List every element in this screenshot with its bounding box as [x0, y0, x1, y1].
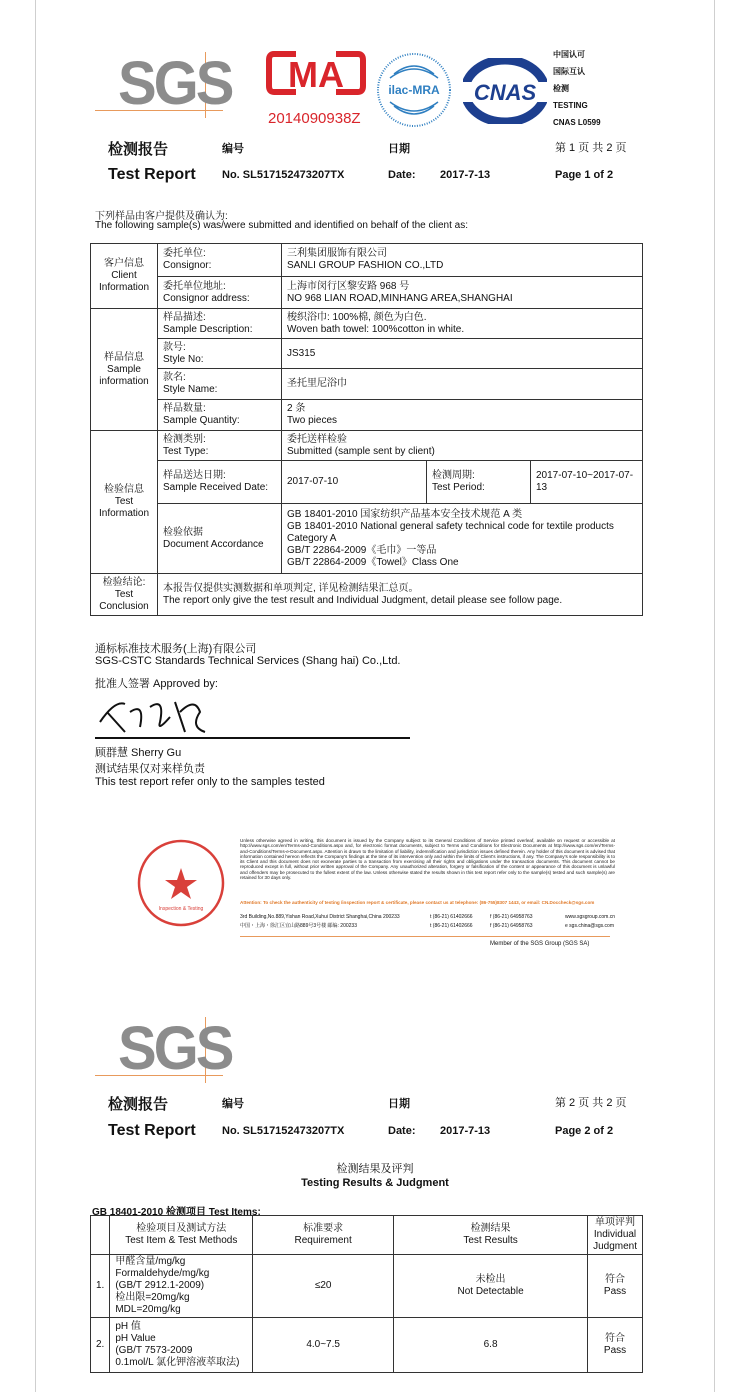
- test-items-heading: GB 18401-2010 检测项目 Test Items:: [92, 1207, 261, 1218]
- table-row: 1. 甲醛含量/mg/kg Formaldehyde/mg/kg (GB/T 2912.1-2009) 检出限=20mg/kg MDL=20mg/kg ≤20 未检出 Not Detectable 符合 Pass: [91, 1255, 643, 1318]
- signer-name: 顾群慧 Sherry Gu: [95, 747, 182, 759]
- svg-text:Inspection & Testing: Inspection & Testing: [158, 906, 204, 912]
- svg-text:ilac-MRA: ilac-MRA: [388, 83, 440, 97]
- table-row: 2. pH 值 pH Value (GB/T 7573-2009 0.1mol/L 氯化钾溶液萃取法) 4.0~7.5 6.8 符合 Pass: [91, 1318, 643, 1373]
- intro-cn: 下列样品由客户提供及确认为:: [95, 211, 228, 222]
- svg-text:MA: MA: [288, 54, 344, 95]
- results-table: [90, 1215, 643, 1373]
- attention-text: Attention: To check the authenticity of testing /inspection report & certificate, please contact us at telephone: (86-755)8307 1443, or email: CN.Doccheck@sgs.com: [240, 900, 595, 905]
- signature-line: [95, 737, 410, 739]
- note-cn: 测试结果仅对来样负责: [95, 763, 205, 775]
- company-en: SGS-CSTC Standards Technical Services (Shang hai) Co.,Ltd.: [95, 655, 401, 667]
- accreditation-text: 中国认可 国际互认 检测 TESTING CNAS L0599: [553, 50, 601, 127]
- signature: [95, 692, 235, 738]
- member-text: Member of the SGS Group (SGS SA): [490, 941, 590, 947]
- approved-by: 批准人签署 Approved by:: [95, 678, 218, 690]
- address-block: 3rd Building,No.889,Yishan Road,Xuhui District Shanghai,China 200233 t (86-21) 61402666 f (86-21) 64958763 www.sgsgroup.com.cn 中国・上海・徐汇区宜山路889号3号楼 邮编: 200233 t (86-21) 61402666 f (86-21) 64958763 e sgs.china@sgs.com: [240, 914, 616, 929]
- results-title: 检测结果及评判 Testing Results & Judgment: [301, 1163, 449, 1189]
- terms-fine-print: Unless otherwise agreed in writing, this document is issued by the Company subject to its General Conditions of Service printed overleaf, available on request or accessible at http://www.sgs.com/en/Terms-and-Conditions.aspx and, for electronic format documents, subject to Terms and Conditions for Electronic Documents at http://www.sgs.com/en/Terms-and-Conditions/Terms-e-Document.aspx. Attention is drawn to the limitation of liability, indemnification and jurisdiction issues defined therein. Any holder of this document is advised that information contained hereon reflects the Company's findings at the time of its intervention only and within the limits of Client's instructions, if any. The Company's sole responsibility is to its Client and this document does not exonerate parties to a transaction from exercising all their rights and obligations under the transaction documents. This document cannot be reproduced except in full, without prior written approval of the Company. Any unauthorized alteration, forgery or falsification of the content or appearance of this document is unlawful and offenders may be prosecuted to the fullest extent of the law. Unless otherwise stated the results shown in this test report refer only to the sample(s) tested and such sample(s) are retained for 30 days only.: [240, 838, 615, 881]
- note-en: This test report refer only to the samples tested: [95, 776, 325, 788]
- results-header-row: 检验项目及测试方法 Test Item & Test Methods 标准要求 Requirement 检测结果 Test Results 单项评判 Individual Judgment: [91, 1216, 643, 1255]
- company-cn: 通标标准技术服务(上海)有限公司: [95, 643, 257, 655]
- intro-en: The following sample(s) was/were submitted and identified on behalf of the client as:: [95, 220, 468, 231]
- sample-info-table: 客户信息 Client Information 委托单位: Consignor: 三利集团服饰有限公司 SANLI GROUP FASHION CO.,LTD 委托单位地址: Consignor address: 上海市闵行区黎安路 968 号 NO 968 LIAN ROAD,MINHANG AREA,SHANGHAI 样品信息 Sample information 样品描述: Sample Description: 梭织浴巾: 100%棉, 颜色为白色. Woven bath towel: 100%cotton in white. 款号: Style No: JS315 款名: Style Name: 圣托里尼浴巾 样品数量: Sample Quantity: 2 条 Two pieces 检验信息 Test Information 检测类别: Test Type: 委托送样检验 Submitted (sample sent by client) 样品送达日期: Sample Received Date: 2017-07-10 检测周期: Test Period: 2017-07-10~2017-07-13 检验依据 Document Accordance GB 18401-2010 国家纺织产品基本安全技术规范 A 类 GB 18401-2010 National general safety technical code for textile products Category A GB/T 22864-2009《毛巾》一等品 GB/T 22864-2009《Towel》Class One 检验结论: Test Conclusion 本报告仅提供实测数据和单项判定, 详见检测结果汇总页。 The report only give the test result and Individual Judgment, detail please see follow page.: [90, 243, 643, 616]
- svg-text:CNAS: CNAS: [473, 80, 537, 105]
